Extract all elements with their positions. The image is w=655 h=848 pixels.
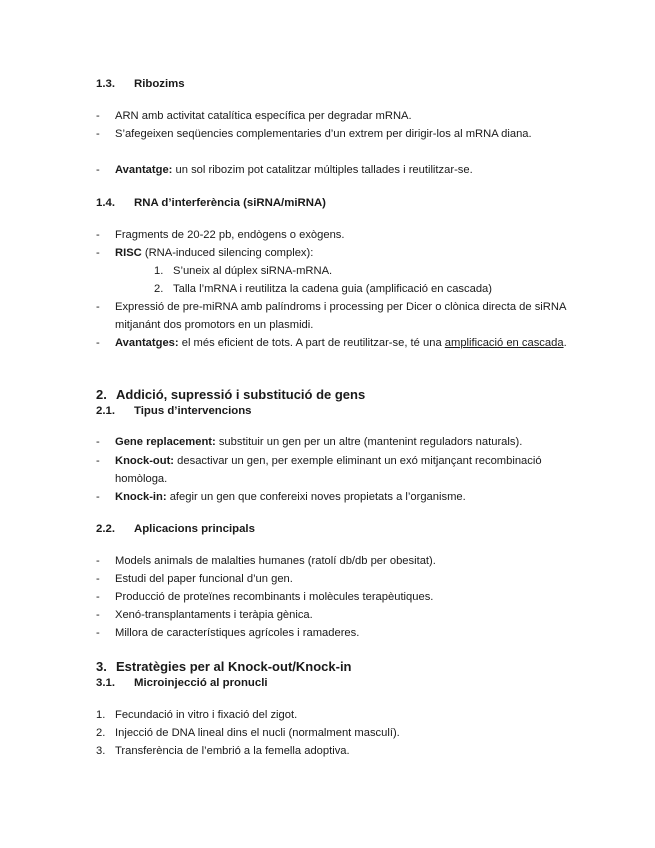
section-title: Aplicacions principals [134,523,255,535]
list-item [96,107,576,125]
bullet-dash: - [96,301,100,313]
list-item-text: Injecció de DNA lineal dins el nucli (normalment masculí). [115,727,400,739]
term-bold: Knock-out: [115,455,175,467]
numbered-subitem [154,262,332,280]
numbered-item [96,706,576,724]
list-item-text: S’afegeixen seqüencies complementaries d’un extrem per dirigir-los al mRNA diana. [115,128,532,140]
list-item: - Avantatges: el més eficient de tots. A part de reutilitzar-se, té una amplificació en cascada. [96,334,576,352]
list-item [96,161,576,179]
list-item-text: Producció de proteïnes recombinants i molècules terapèutiques. [115,591,434,603]
list-item [96,606,576,624]
section-number: 3. [96,659,107,674]
numbered-subitem [154,280,492,298]
bullet-dash: - [96,337,100,349]
list-item-text: desactivar un gen, per exemple eliminant un exó mitjançant recombinació homòloga. [115,455,542,485]
list-item-text: un sol ribozim pot catalitzar múltiples tallades i reutilitzar-se. [172,164,473,176]
subitem-text: Talla l’mRNA i reutilitza la cadena guia (amplificació en cascada) [173,283,492,295]
list-item [96,488,576,506]
list-item [96,244,576,262]
bullet-dash: - [96,436,100,448]
list-number: 3. [96,745,106,757]
list-item [96,552,576,570]
list-item-text: Fecundació in vitro i fixació del zigot. [115,709,298,721]
section-heading-1-3 [96,78,185,90]
list-item-text: Transferència de l’embrió a la femella adoptiva. [115,745,350,757]
term-bold: Knock-in: [115,491,167,503]
underlined-text: amplificació en cascada [444,337,564,349]
section-number: 2.2. [96,523,115,535]
list-item [96,433,576,451]
section-heading-1-4 [96,197,326,209]
bullet-dash: - [96,110,100,122]
bullet-dash: - [96,455,100,467]
list-item [96,226,576,244]
section-title: Microinjecció al pronucli [134,677,268,689]
section-heading-2-2 [96,523,255,535]
term-bold: RISC [115,247,142,259]
section-title: Ribozims [134,78,185,90]
list-number: 2. [154,283,164,295]
bullet-dash: - [96,573,100,585]
section-number: 2. [96,387,107,402]
list-item-text: Millora de característiques agrícoles i ramaderes. [115,627,360,639]
list-item-text: (RNA-induced silencing complex): [141,247,314,259]
chapter-title: Addició, supressió i substitució de gens [116,387,366,402]
list-item [96,298,576,334]
list-item-text: Expressió de pre-miRNA amb palíndroms i processing per Dicer o clònica directa de siRNA mitjanánt dos promotors en un plasmidi. [115,301,566,331]
section-heading-2-1 [96,405,252,417]
section-number: 2.1. [96,405,115,417]
bullet-dash: - [96,128,100,140]
section-heading-3-1 [96,677,268,689]
section-title: Tipus d’intervencions [134,405,252,417]
bullet-dash: - [96,555,100,567]
list-item-text: Models animals de malalties humanes (ratolí db/db per obesitat). [115,555,436,567]
bullet-dash: - [96,229,100,241]
list-item-text: ARN amb activitat catalítica específica per degradar mRNA. [115,110,412,122]
list-number: 1. [154,265,164,277]
bullet-dash: - [96,247,100,259]
bullet-dash: - [96,164,100,176]
list-item [96,570,576,588]
list-item [96,125,576,143]
numbered-item [96,742,576,760]
list-number: 2. [96,727,106,739]
section-number: 1.3. [96,78,115,90]
section-number: 3.1. [96,677,115,689]
term-bold: Gene replacement: [115,436,216,448]
list-item-text: Estudi del paper funcional d’un gen. [115,573,293,585]
numbered-item [96,724,576,742]
bullet-dash: - [96,609,100,621]
list-number: 1. [96,709,106,721]
list-item-text: afegir un gen que confereixi noves propietats a l’organisme. [166,491,466,503]
bullet-dash: - [96,627,100,639]
list-item [96,624,576,642]
term-bold: Avantatge: [115,164,173,176]
section-number: 1.4. [96,197,115,209]
bullet-dash: - [96,591,100,603]
subitem-text: S’uneix al dúplex siRNA-mRNA. [173,265,333,277]
chapter-heading-2 [96,387,365,402]
list-item-text: Fragments de 20-22 pb, endògens o exògens. [115,229,345,241]
list-item-text: Xenó-transplantaments i teràpia gènica. [115,609,313,621]
chapter-heading-3 [96,659,352,674]
list-item-text: el més eficient de tots. A part de reutilitzar-se, té una [178,337,445,349]
term-bold: Avantatges: [115,337,179,349]
list-item-text: substituir un gen per un altre (mantenint reguladors naturals). [215,436,523,448]
chapter-title: Estratègies per al Knock-out/Knock-in [116,659,352,674]
bullet-dash: - [96,491,100,503]
section-title: RNA d’interferència (siRNA/miRNA) [134,197,326,209]
list-item [96,588,576,606]
list-item [96,452,576,488]
